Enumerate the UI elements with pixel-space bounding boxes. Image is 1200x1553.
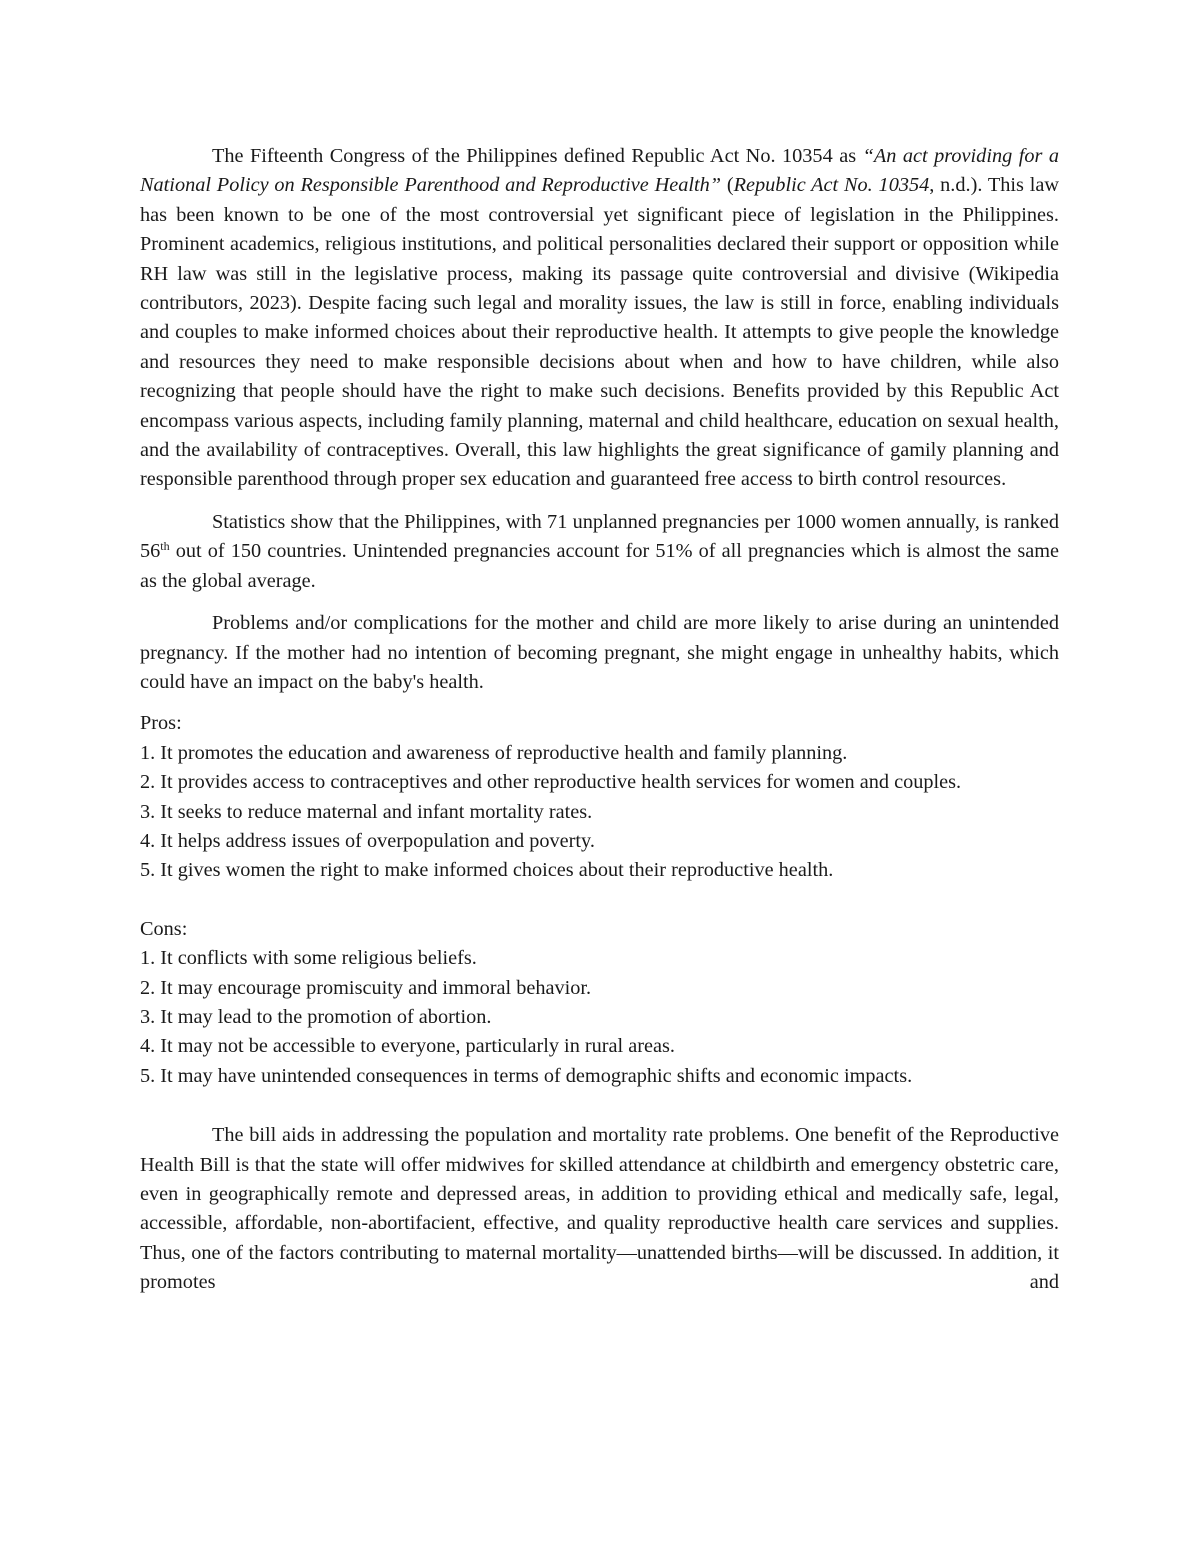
intro-text-paren: ( (721, 174, 734, 197)
pros-item: 2. It provides access to contraceptives and other reproductive health services for women and couples. (140, 771, 962, 794)
cons-title: Cons: (140, 917, 188, 940)
act-title-quote: “An act providing for a National Policy on Responsible Parenthood and Reproductive Health” (140, 145, 1059, 197)
cons-item: 2. It may encourage promiscuity and immoral behavior. (140, 976, 592, 999)
cons-item: 1. It conflicts with some religious beliefs. (140, 947, 477, 970)
cons-list (140, 915, 1059, 1091)
cons-item: 3. It may lead to the promotion of abortion. (140, 1005, 492, 1028)
intro-text: The Fifteenth Congress of the Philippines defined Republic Act No. 10354 as (212, 145, 863, 167)
blank-line (140, 886, 1059, 915)
pros-item: 3. It seeks to reduce maternal and infant mortality rates. (140, 800, 593, 823)
pros-item: 4. It helps address issues of overpopulation and poverty. (140, 829, 595, 852)
paragraph-statistics (140, 508, 1059, 596)
cons-item: 5. It may have unintended consequences in terms of demographic shifts and economic impacts. (140, 1064, 913, 1087)
intro-text-rest: , n.d.). This law has been known to be one of the most controversial yet significant piece of legislation in the Philippines. Prominent academics, religious institutions, and political personalities declared their support or opposition while RH law was still in the legislative process, making its passage quite controversial and divisive (Wikipedia contributors, 2023). Despite facing such legal and morality issues, the law is still in force, enabling individuals and couples to make informed choices about their reproductive health. It attempts to give people the knowledge and resources they need to make responsible decisions about when and how to have children, while also recognizing that people should have the right to make such decisions. Benefits provided by this Republic Act encompass various aspects, including family planning, maternal and child healthcare, education on sexual health, and the availability of contraceptives. Overall, this law highlights the great significance of gamily planning and responsible parenthood through proper sex education and guaranteed free access to birth control resources. (140, 174, 1059, 491)
paragraph-bill-benefits: The bill aids in addressing the population and mortality rate problems. One benefit of the Reproductive Health Bill is that the state will offer midwives for skilled attendance at childbirth and emergency obstetric care, even in geographically remote and depressed areas, in addition to providing ethical and medically safe, legal, accessible, affordable, non-abortifacient, effective, and quality reproductive health care services and supplies. Thus, one of the factors contributing to maternal mortality—unattended births—will be discussed. In addition, it promotes and (140, 1124, 1059, 1294)
statistics-text: Statistics show that the Philippines, with 71 unplanned pregnancies per 1000 women annually, is ranked 56 (140, 510, 1059, 563)
ordinal-suffix: th (160, 539, 170, 554)
cons-item: 4. It may not be accessible to everyone, particularly in rural areas. (140, 1035, 675, 1058)
pros-title: Pros: (140, 712, 182, 735)
pros-item: 1. It promotes the education and awareness of reproductive health and family planning. (140, 741, 848, 764)
paragraph-complications: Problems and/or complications for the mother and child are more likely to arise during an unintended pregnancy. If the mother had no intention of becoming pregnant, she might engage in unhealthy habits, which could have an impact on the baby's health. (140, 612, 1059, 693)
citation-title: Republic Act No. 10354 (733, 174, 930, 197)
statistics-text-rest: out of 150 countries. Unintended pregnancies account for 51% of all pregnancies which is almost the same as the global average. (140, 540, 1059, 592)
document-page (140, 142, 1059, 1298)
paragraph-rh-law-intro (140, 142, 1059, 495)
pros-list (140, 709, 1059, 885)
pros-item: 5. It gives women the right to make informed choices about their reproductive health. (140, 859, 834, 882)
